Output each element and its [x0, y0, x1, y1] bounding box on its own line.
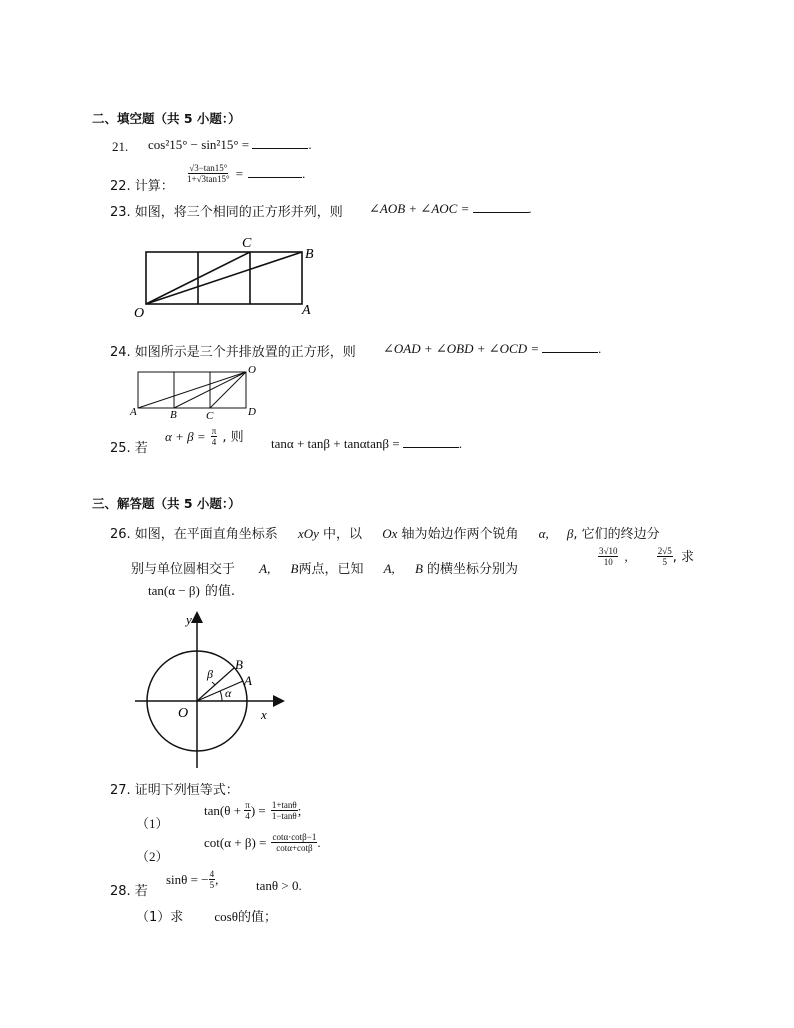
q26-text-5: 别与单位圆相交于 [131, 562, 236, 577]
q26-f2-num: 2√5 [657, 546, 672, 556]
q26-text-8: , 求 [672, 550, 695, 565]
q26-text-6: 两点，已知 [298, 562, 364, 577]
q21-answer-blank[interactable] [252, 136, 308, 149]
q25-condition [165, 426, 244, 447]
q26-f1-num: 3√10 [599, 546, 618, 556]
q25-expression [271, 435, 462, 452]
q23-label-C: C [242, 236, 252, 251]
q26-tan-expr: tan(α − β) [148, 583, 200, 598]
q25-expr2: tanα + tanβ + tanαtanβ = [271, 436, 400, 451]
q23-answer-blank[interactable] [473, 200, 529, 213]
q27-part1-label: （1） [136, 816, 169, 831]
q28-frac-num: 4 [209, 869, 215, 879]
q23-expression [369, 200, 532, 217]
q24-answer-blank[interactable] [542, 340, 598, 353]
q22-fraction [186, 163, 231, 184]
q23-expr-text: ∠AOB + ∠AOC = [369, 201, 470, 216]
q24-line-CO [210, 372, 246, 408]
q22-label: 22. 计算： [110, 179, 174, 194]
q27-p2-num: cotα·cotβ−1 [272, 832, 317, 842]
q27-p1-end: ; [297, 803, 302, 818]
q22-expression [186, 163, 305, 184]
q27-p1-num: 1+tanθ [271, 800, 297, 810]
q25-pi-fraction [211, 426, 218, 447]
q27-p1-pi-num: π [245, 800, 250, 810]
q26-xOy: xOy [297, 526, 319, 541]
q28-comma: , [215, 872, 219, 887]
section-3-title: 三、解答题（共 5 小题：） [92, 496, 241, 511]
q26-text-1: 26. 如图，在平面直角坐标系 [110, 527, 278, 542]
beta-label: β [207, 667, 213, 681]
q24-text: 24. 如图所示是三个并排放置的正方形，则 [110, 345, 356, 360]
q27-p2-end: . [317, 835, 321, 850]
q26-fraction-1 [598, 546, 618, 567]
q27-title: 27. 证明下列恒等式： [110, 783, 239, 798]
q28-frac-den: 5 [209, 880, 215, 890]
q24-label-O: O [248, 364, 256, 376]
q22-answer-blank[interactable] [248, 165, 302, 178]
q26-line2 [131, 558, 518, 577]
q26-line3 [148, 580, 235, 599]
q27-p1-lhs: tan(θ + [204, 803, 245, 818]
section-2-title: 二、填空题（共 5 小题：） [92, 111, 241, 126]
q22-equals: = [235, 166, 244, 181]
q23-text: 23. 如图，将三个相同的正方形并列，则 [110, 205, 343, 220]
q22-period: . [302, 166, 306, 181]
q23-label-B: B [305, 247, 314, 262]
x-label: x [261, 707, 267, 722]
q24-label-B: B [170, 409, 177, 421]
q26-beta: β [566, 526, 574, 541]
q27-p1-pi-den: 4 [245, 811, 250, 821]
q23-period: . [528, 201, 532, 216]
q24-expression [383, 340, 602, 357]
q25-expr1: α + β = [165, 429, 206, 444]
q26-text-2: 中，以 [323, 527, 363, 542]
q24-label-C: C [206, 410, 214, 421]
q23-line-OB [146, 252, 302, 304]
q28-p1-end: 的值； [237, 910, 277, 925]
q24-squares-figure [128, 363, 263, 421]
q27-p1-den: 1−tanθ [271, 811, 297, 821]
q24-label-D: D [248, 406, 256, 418]
q21-number: 21. [112, 139, 129, 154]
q26-text-3: 轴为始边作两个锐角 [401, 527, 519, 542]
q26-alpha: α, [538, 526, 549, 541]
q28-expression [256, 878, 302, 894]
q26-text-4: , 它们的终边分 [573, 527, 660, 542]
q25-pi-num: π [211, 426, 217, 436]
q26-text-7: 的横坐标分别为 [427, 562, 519, 577]
q26-comma: , [624, 549, 628, 564]
q25-period: . [458, 436, 463, 451]
q24-period: . [598, 341, 602, 356]
q21-period: . [308, 137, 312, 152]
q26-fraction-2 [657, 546, 673, 567]
q23-label-O: O [134, 306, 145, 320]
beta-arc [212, 682, 215, 685]
q28-expr2: tanθ > 0 [256, 878, 299, 893]
q27-p2-den: cotα+cotβ [276, 843, 313, 853]
q28-label: 28. 若 [110, 884, 148, 899]
q26-B: B [290, 561, 299, 576]
q27-part2-expression [204, 832, 321, 853]
q26-text-9: 的值. [204, 584, 236, 599]
q25-answer-blank[interactable] [403, 435, 459, 448]
q26-Ox: Ox [382, 526, 398, 541]
q28-part1 [136, 906, 277, 925]
q25-pi-den: 4 [211, 437, 217, 447]
q26-unit-circle-figure [130, 610, 290, 772]
q24-line-AO [138, 372, 246, 408]
q27-p1-fraction [271, 800, 298, 821]
y-label: y [186, 612, 192, 627]
alpha-arc [220, 691, 222, 701]
q26-A2: A, [383, 561, 395, 576]
q22-frac-numerator: √3−tan15° [189, 163, 228, 173]
q23-squares-figure [130, 232, 325, 320]
q22-frac-denominator: 1+√3tan15° [187, 174, 230, 184]
q27-p1-close: ) = [250, 803, 266, 818]
q23-label-A: A [302, 303, 311, 318]
q24-label-A: A [130, 406, 137, 418]
point-A-label: A [244, 673, 252, 688]
q27-p2-lhs: cot(α + β) = [204, 835, 267, 850]
q28-expr1: sinθ = − [166, 872, 209, 887]
q27-part1-expression [204, 800, 301, 821]
q26-f1-den: 10 [603, 557, 613, 567]
q27-part2-label: （2） [136, 849, 169, 864]
q25-label: 25. 若 [110, 441, 148, 456]
q26-f2-den: 5 [662, 557, 668, 567]
q26-B2: B [414, 561, 423, 576]
origin-label: O [178, 706, 189, 721]
q28-p1-label: （1）求 [136, 910, 184, 925]
q26-line1 [110, 523, 660, 542]
point-B-label: B [235, 657, 243, 672]
q21-expr-text: cos²15° − sin²15° = [148, 137, 250, 152]
q25-then: , 则 [222, 430, 244, 445]
q28-period: . [298, 878, 302, 893]
q28-condition [166, 869, 218, 890]
q28-p1-expr: cosθ [214, 909, 238, 924]
q24-expr-text: ∠OAD + ∠OBD + ∠OCD = [383, 341, 540, 356]
q27-p2-fraction [271, 832, 317, 853]
q26-A: A, [259, 561, 271, 576]
q26-fractions [598, 546, 694, 567]
alpha-label: α [225, 686, 232, 700]
q21-expression [148, 136, 312, 153]
